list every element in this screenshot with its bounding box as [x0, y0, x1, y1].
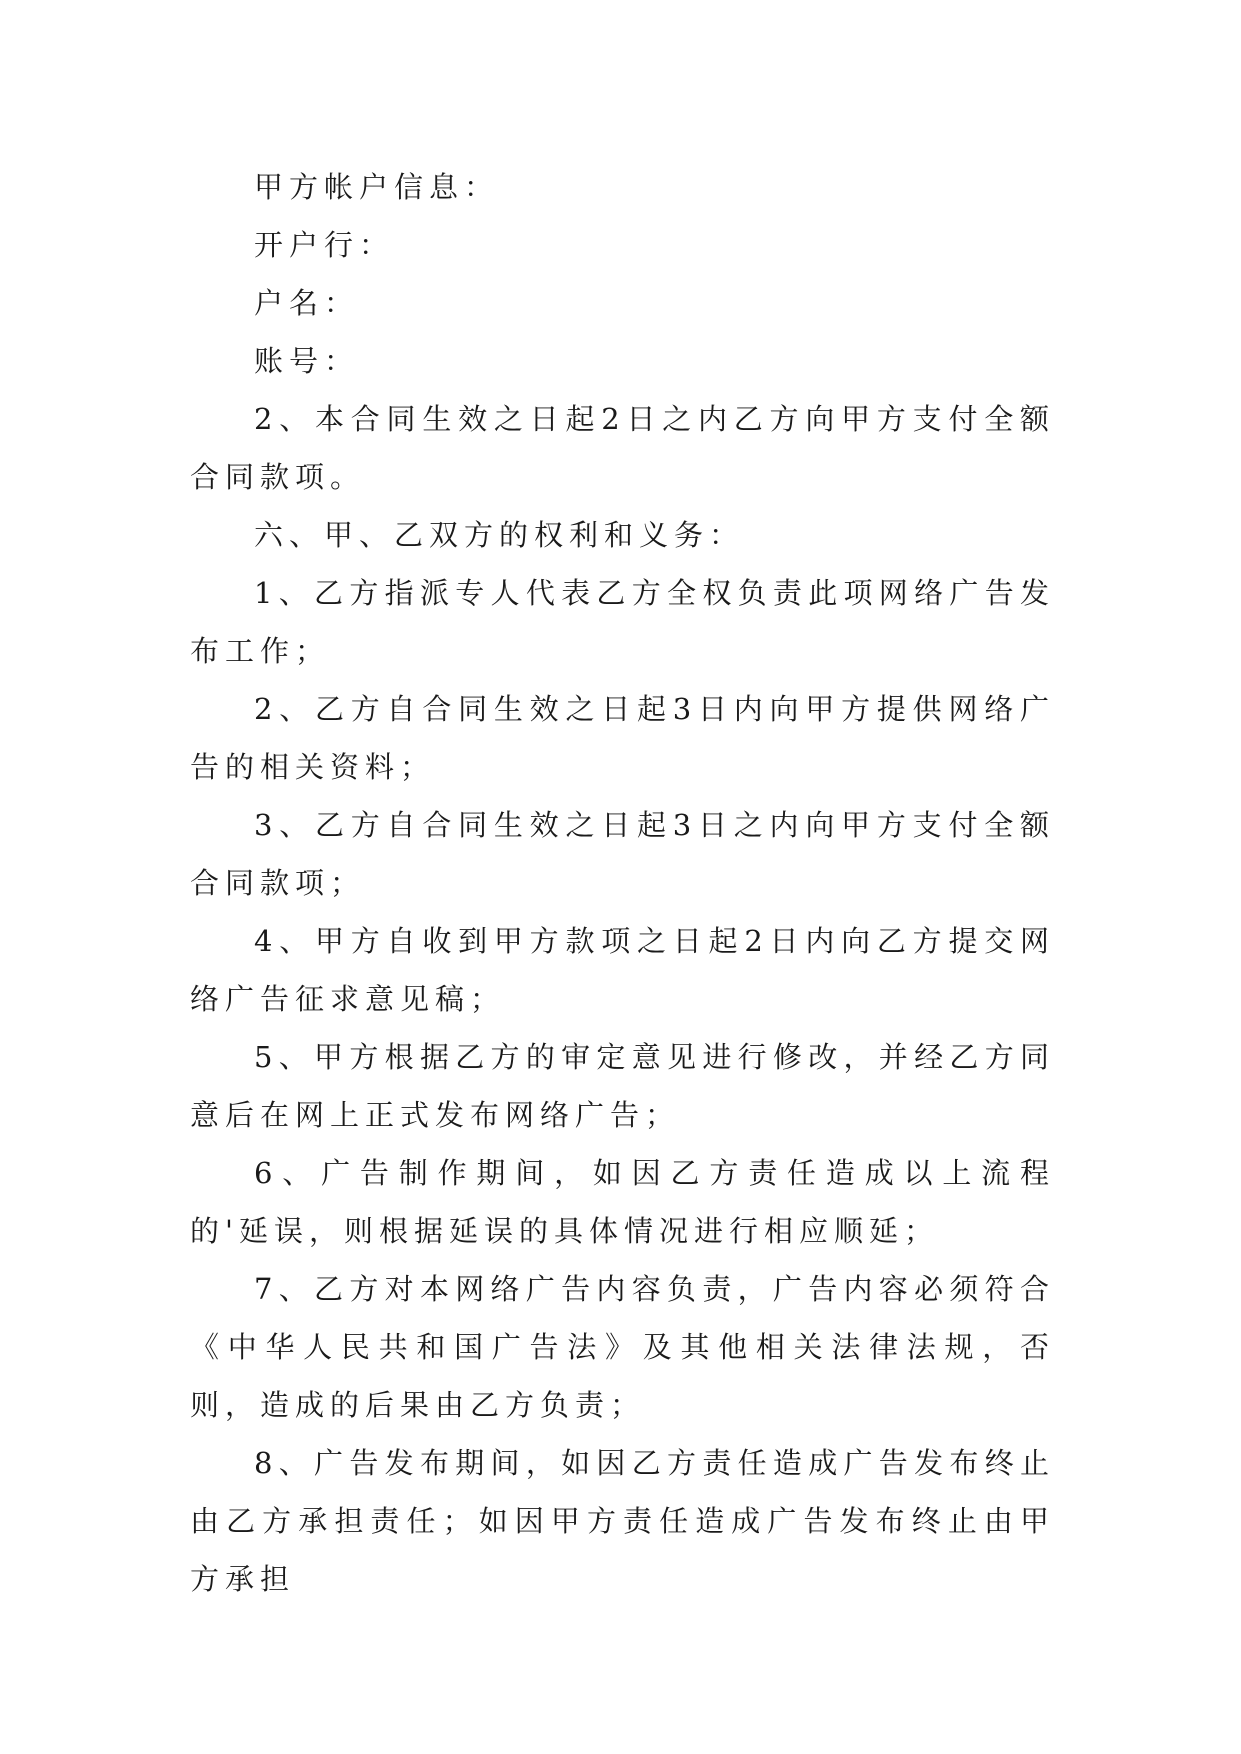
section-heading-rights-obligations: 六、甲、乙双方的权利和义务： [254, 518, 745, 552]
clause-3: 3、乙方自合同生效之日起3日之内向甲方支付全额合同款项； [190, 808, 1055, 900]
paragraph-bank: 开户行： [254, 228, 395, 262]
clause-5: 5、甲方根据乙方的审定意见进行修改，并经乙方同意后在网上正式发布网络广告； [190, 1040, 1055, 1132]
clause-4: 4、甲方自收到甲方款项之日起2日内向乙方提交网络广告征求意见稿； [190, 924, 1055, 1016]
clause-1: 1、乙方指派专人代表乙方全权负责此项网络广告发布工作； [190, 576, 1055, 668]
paragraph-account-info: 甲方帐户信息： [254, 170, 500, 204]
clause-2: 2、乙方自合同生效之日起3日内向甲方提供网络广告的相关资料； [190, 692, 1055, 784]
document-body [190, 158, 1055, 1608]
paragraph-account-number: 账号： [254, 344, 360, 378]
clause-7: 7、乙方对本网络广告内容负责，广告内容必须符合《中华人民共和国广告法》及其他相关法律法规，否则，造成的后果由乙方负责； [190, 1272, 1055, 1422]
clause-6: 6、广告制作期间，如因乙方责任造成以上流程的'延误，则根据延误的具体情况进行相应顺延； [190, 1156, 1055, 1248]
clause-8: 8、广告发布期间，如因乙方责任造成广告发布终止由乙方承担责任；如因甲方责任造成广告发布终止由甲方承担 [190, 1446, 1055, 1596]
paragraph-payment-clause: 2、本合同生效之日起2日之内乙方向甲方支付全额合同款项。 [190, 402, 1055, 494]
paragraph-account-name: 户名： [254, 286, 360, 320]
